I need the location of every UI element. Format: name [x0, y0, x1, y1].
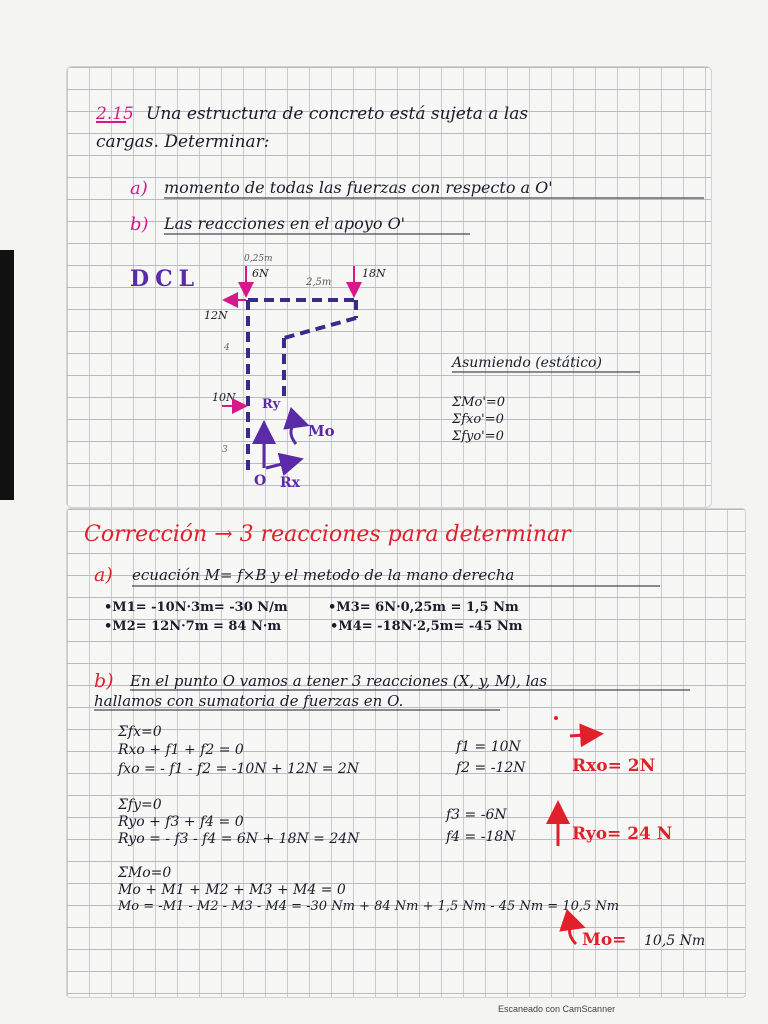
arrow-mo: [570, 925, 580, 944]
fx-f1: f1 = 10N: [456, 739, 521, 755]
diagram-dim-4: 4: [224, 343, 230, 353]
moment-m2: •M2= 12N·7m = 84 N·m: [104, 619, 282, 634]
arrow-rxo: [570, 734, 598, 736]
part-a-text: momento de todas las fuerzas con respecto a O': [164, 178, 553, 197]
diagram-label-ry: Ry: [262, 397, 281, 412]
arrow-reaction-moment: [291, 423, 304, 444]
fy-f3: f3 = -6N: [446, 807, 507, 823]
moment-m3: •M3= 6N·0,25m = 1,5 Nm: [328, 600, 519, 615]
diagram-force-6: 6N: [252, 267, 269, 280]
red-dot: [554, 716, 558, 720]
arrow-reaction-rx: [266, 460, 298, 468]
mo-result-value: 10,5 Nm: [644, 933, 706, 949]
diagram-dim-top: 0,25m: [244, 254, 273, 264]
correction-a-text: ecuación M= f×B y el metodo de la mano derecha: [132, 566, 515, 584]
fy-sum: Σfy=0: [118, 797, 162, 813]
mo-eq2: Mo = -M1 - M2 - M3 - M4 = -30 Nm + 84 Nm + 1,5 Nm - 45 Nm = 10,5 Nm: [118, 899, 620, 914]
diagram-title: DCL: [130, 266, 201, 292]
problem-number: 2.15: [96, 104, 134, 124]
correction-b-line2: hallamos con sumatoria de fuerzas en O.: [94, 692, 404, 710]
fx-eq2: fxo = - f1 - f2 = -10N + 12N = 2N: [118, 761, 360, 777]
mo-result-label: Mo=: [582, 930, 627, 950]
equilibrium-eq1: ΣMo'=0: [452, 395, 506, 410]
correction-title: Corrección → 3 reacciones para determinar: [84, 522, 571, 547]
part-b-text: Las reacciones en el apoyo O': [164, 214, 406, 233]
equilibrium-eq3: Σfyo'=0: [452, 429, 504, 444]
equilibrium-eq2: Σfxo'=0: [452, 412, 504, 427]
structure-diagonal: [284, 318, 356, 338]
fx-f2: f2 = -12N: [456, 760, 526, 776]
equilibrium-heading: Asumiendo (estático): [452, 355, 602, 371]
diagram-dim-3: 3: [222, 445, 228, 455]
diagram-force-12: 12N: [204, 309, 228, 322]
fx-sum: Σfx=0: [118, 724, 162, 740]
diagram-force-18: 18N: [362, 267, 386, 280]
problem-statement-line1: Una estructura de concreto está sujeta a las: [146, 104, 529, 124]
diagram-label-mo: Mo: [308, 422, 335, 440]
correction-b-line1: En el punto O vamos a tener 3 reacciones (X, y, M), las: [130, 672, 548, 690]
fy-eq1: Ryo + f3 + f4 = 0: [118, 814, 244, 830]
diagram-label-rx: Rx: [280, 475, 300, 491]
moment-m4: •M4= -18N·2,5m= -45 Nm: [330, 619, 523, 634]
diagram-dim-span: 2,5m: [306, 277, 332, 288]
ryo-result: Ryo= 24 N: [572, 824, 673, 844]
diagram-label-o: O: [254, 473, 267, 489]
mo-eq1: Mo + M1 + M2 + M3 + M4 = 0: [118, 882, 346, 898]
moment-m1: •M1= -10N·3m= -30 N/m: [104, 600, 288, 615]
part-a-marker: a): [130, 178, 148, 199]
problem-statement-line2: cargas. Determinar:: [96, 132, 270, 152]
mo-sum: ΣMo=0: [118, 865, 172, 881]
fx-eq1: Rxo + f1 + f2 = 0: [118, 742, 244, 758]
rxo-result: Rxo= 2N: [572, 756, 656, 776]
scanner-footer: Escaneado con CamScanner: [498, 1004, 616, 1014]
part-b-marker: b): [130, 214, 149, 235]
correction-b-marker: b): [94, 670, 114, 692]
fy-f4: f4 = -18N: [446, 829, 516, 845]
diagram-force-10: 10N: [212, 391, 236, 404]
fy-eq2: Ryo = - f3 - f4 = 6N + 18N = 24N: [118, 831, 360, 847]
correction-a-marker: a): [94, 564, 113, 586]
